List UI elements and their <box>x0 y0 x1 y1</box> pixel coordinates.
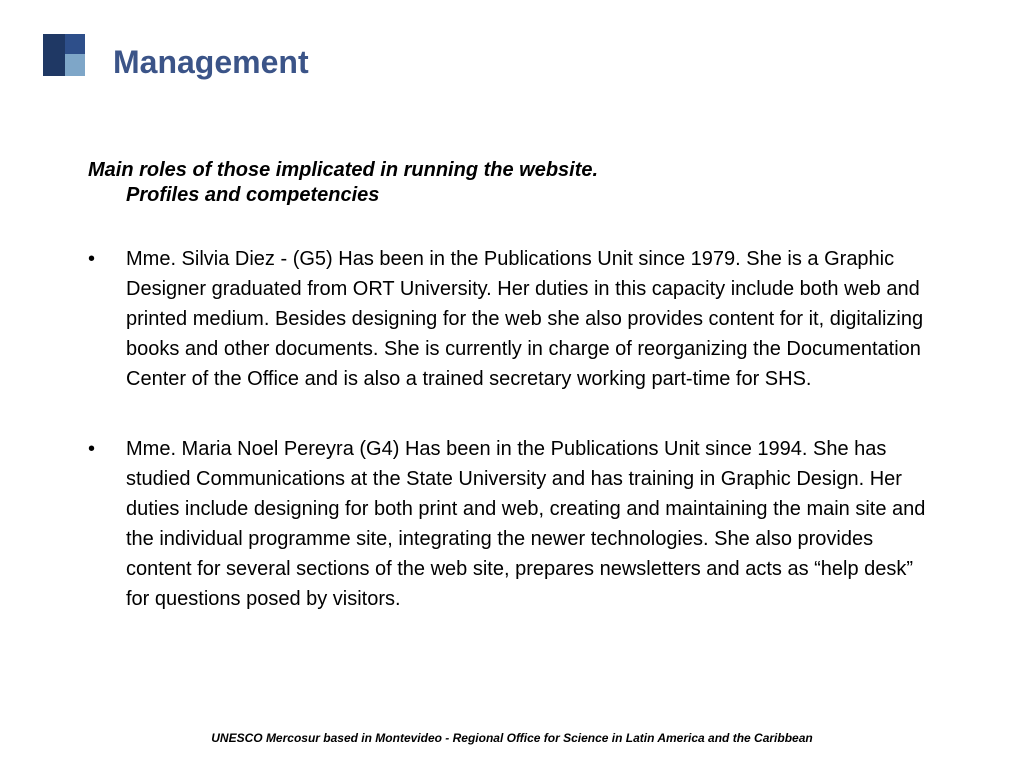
logo-square-light <box>65 54 85 76</box>
slide-title: Management <box>113 44 309 80</box>
slide-footer: UNESCO Mercosur based in Montevideo - Regional Office for Science in Latin America and the Caribbean <box>211 731 813 745</box>
subtitle-line-1: Main roles of those implicated in running the website. <box>88 159 599 181</box>
bullet-text: Mme. Silvia Diez - (G5) Has been in the Publications Unit since 1979. She is a Graphic Designer graduated from ORT University. Her duties in this capacity include both web and printed medium. Besides designing for the web she also provides content for it, digitalizing books and other documents. She is currently in charge of reorganizing the Documentation Center of the Office and is also a trained secretary working part-time for SHS. <box>126 248 924 390</box>
bullet-dot-icon: • <box>88 248 96 270</box>
slide-subtitle <box>88 158 598 208</box>
logo-icon <box>43 34 85 76</box>
bullet-text: Mme. Maria Noel Pereyra (G4) Has been in the Publications Unit since 1994. She has studied Communications at the State University and has training in Graphic Design. Her duties include designing for both print and web, creating and maintaining the main site and the individual programme site, integrating the newer technologies. She also provides content for several sections of the web site, prepares newsletters and acts as “help desk” for questions posed by visitors. <box>126 438 926 610</box>
bullet-item <box>88 434 938 614</box>
bullet-item <box>88 244 938 394</box>
subtitle-line-2: Profiles and competencies <box>126 184 380 206</box>
bullet-list <box>88 244 938 654</box>
logo-square-dark <box>43 34 65 76</box>
logo-square-mid <box>65 34 85 54</box>
bullet-dot-icon: • <box>88 438 96 460</box>
